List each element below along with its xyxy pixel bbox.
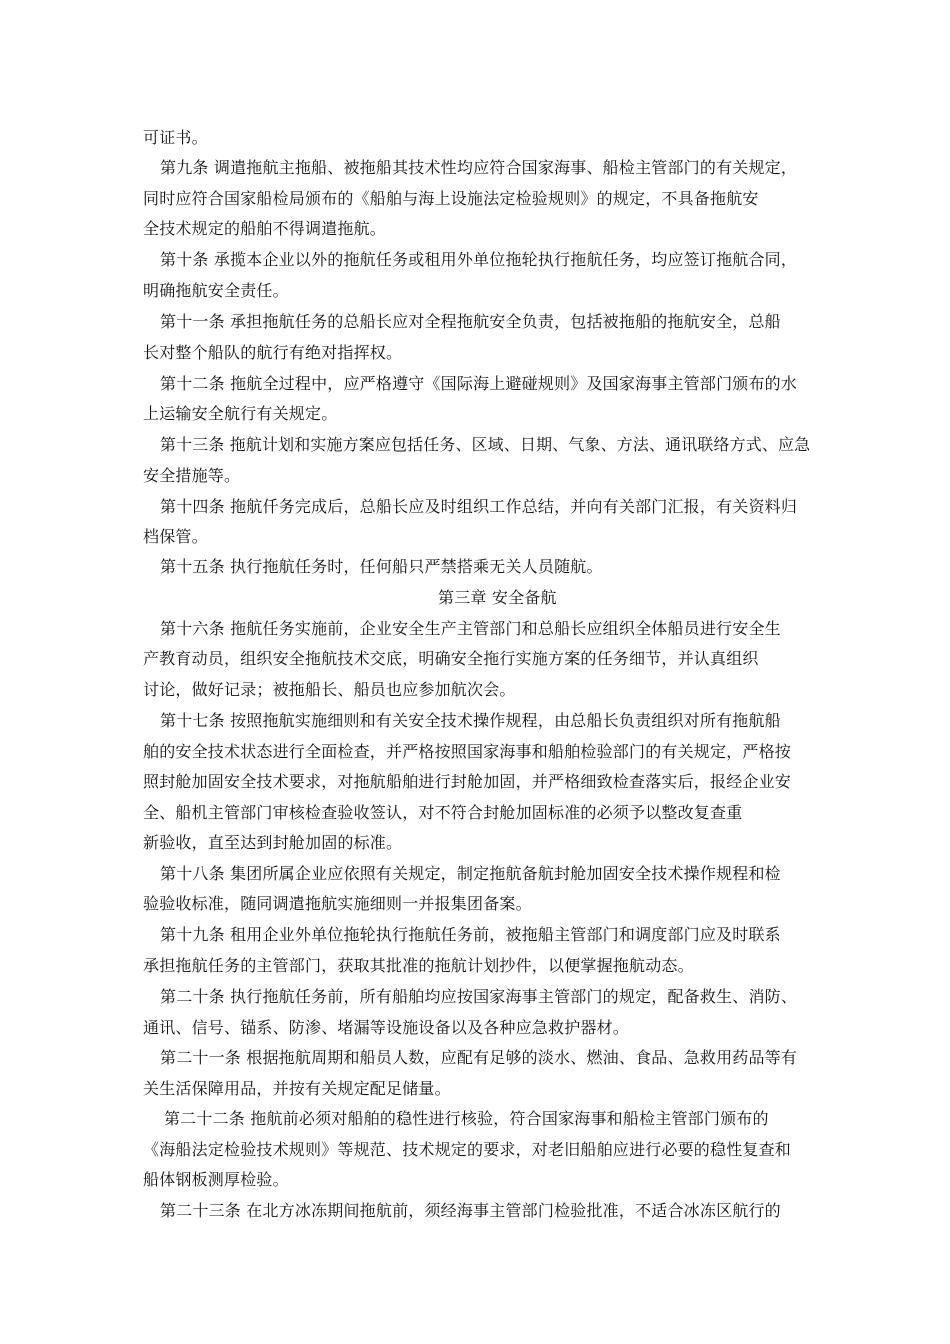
article-19-line: 第十九条 租用企业外单位拖轮执行拖航任务前，被拖船主管部门和调度部门应及时联系	[160, 925, 781, 944]
article-9-line: 第九条 调遣拖航主拖船、被拖船其技术性均应符合国家海事、船检主管部门的有关规定，	[160, 158, 798, 177]
article-20-line: 第二十条 执行拖航任务前，所有船舶均应按国家海事主管部门的规定，配备救生、消防、	[160, 987, 798, 1006]
text-line: 关生活保障用品，并按有关规定配足储量。	[143, 1079, 451, 1098]
article-21-line: 第二十一条 根据拖航周期和船员人数，应配有足够的淡水、燃油、食品、急救用药品等有	[160, 1048, 798, 1067]
text-line: 可证书。	[143, 128, 208, 147]
text-line: 讨论，做好记录；被拖船长、船员也应参加航次会。	[143, 680, 516, 699]
article-23-line: 第二十三条 在北方冰冻期间拖航前，须经海事主管部门检验批准，不适合冰冻区航行的	[160, 1201, 781, 1220]
article-16-line: 第十六条 拖航任务实施前，企业安全生产主管部门和总船长应组织全体船员进行安全生	[160, 619, 781, 638]
article-10-line: 第十条 承揽本企业以外的拖航任务或租用外单位拖轮执行拖航任务，均应签订拖航合同，	[160, 250, 798, 269]
text-line: 《海船法定检验技术规则》等规范、技术规定的要求，对老旧船舶应进行必要的稳性复查和	[143, 1140, 792, 1159]
text-line: 新验收，直至达到封舱加固的标准。	[143, 833, 403, 852]
text-line: 验验收标准，随同调遣拖航实施细则一并报集团备案。	[143, 894, 532, 913]
text-line: 照封舱加固安全技术要求，对拖航船舶进行封舱加固，并严格细致检查落实后，报经企业安	[143, 772, 792, 791]
article-13-line: 第十三条 拖航计划和实施方案应包括任务、区域、日期、气象、方法、通讯联络方式、应急	[160, 435, 811, 454]
article-11-line: 第十一条 承担拖航任务的总船长应对全程拖航安全负责，包括被拖船的拖航安全，总船	[160, 312, 781, 331]
text-line: 全、船机主管部门审核检查验收签认，对不符合封舱加固标准的必须予以整改复查重	[143, 803, 743, 822]
chapter-heading: 第三章 安全备航	[438, 588, 557, 607]
text-line: 船体钢板测厚检验。	[143, 1170, 289, 1189]
text-line: 产教育动员，组织安全拖航技术交底，明确安全拖行实施方案的任务细节，并认真组织	[143, 649, 759, 668]
article-12-line: 第十二条 拖航全过程中，应严格遵守《国际海上避碰规则》及国家海事主管部门颁布的水	[160, 374, 798, 393]
article-14-line: 第十四条 拖航仟务完成后，总船长应及时组织工作总结，并向有关部门汇报，有关资料归	[160, 497, 798, 516]
text-line: 承担拖航任务的主管部门，获取其批准的拖航计划抄件，以便掌握拖航动态。	[143, 956, 694, 975]
article-15-line: 第十五条 执行拖航任务时，任何船只严禁搭乘无关人员随航。	[160, 557, 603, 576]
text-line: 通讯、信号、锚系、防渗、堵漏等设施设备以及各种应急救护器材。	[143, 1018, 630, 1037]
text-line: 明确拖航安全责任。	[143, 281, 289, 300]
article-17-line: 第十七条 按照拖航实施细则和有关安全技术操作规程，由总船长负责组织对所有拖航船	[160, 711, 781, 730]
article-18-line: 第十八条 集团所属企业应依照有关规定，制定拖航备航封舱加固安全技术操作规程和检	[160, 864, 781, 883]
text-line: 长对整个船队的航行有绝对指挥权。	[143, 343, 403, 362]
text-line: 档保管。	[143, 527, 208, 546]
text-line: 安全措施等。	[143, 466, 241, 485]
article-22-line: 第二十二条 拖航前必须对船舶的稳性进行核验，符合国家海事和船检主管部门颁布的	[164, 1109, 769, 1128]
text-line: 同时应符合国家船检局颁布的《船舶与海上设施法定检验规则》的规定，不具备拖航安	[143, 189, 759, 208]
text-line: 全技术规定的船舶不得调遣拖航。	[143, 219, 387, 238]
text-line: 舶的安全技术状态进行全面检查，并严格按照国家海事和船舶检验部门的有关规定，严格按	[143, 742, 792, 761]
text-line: 上运输安全航行有关规定。	[143, 404, 338, 423]
